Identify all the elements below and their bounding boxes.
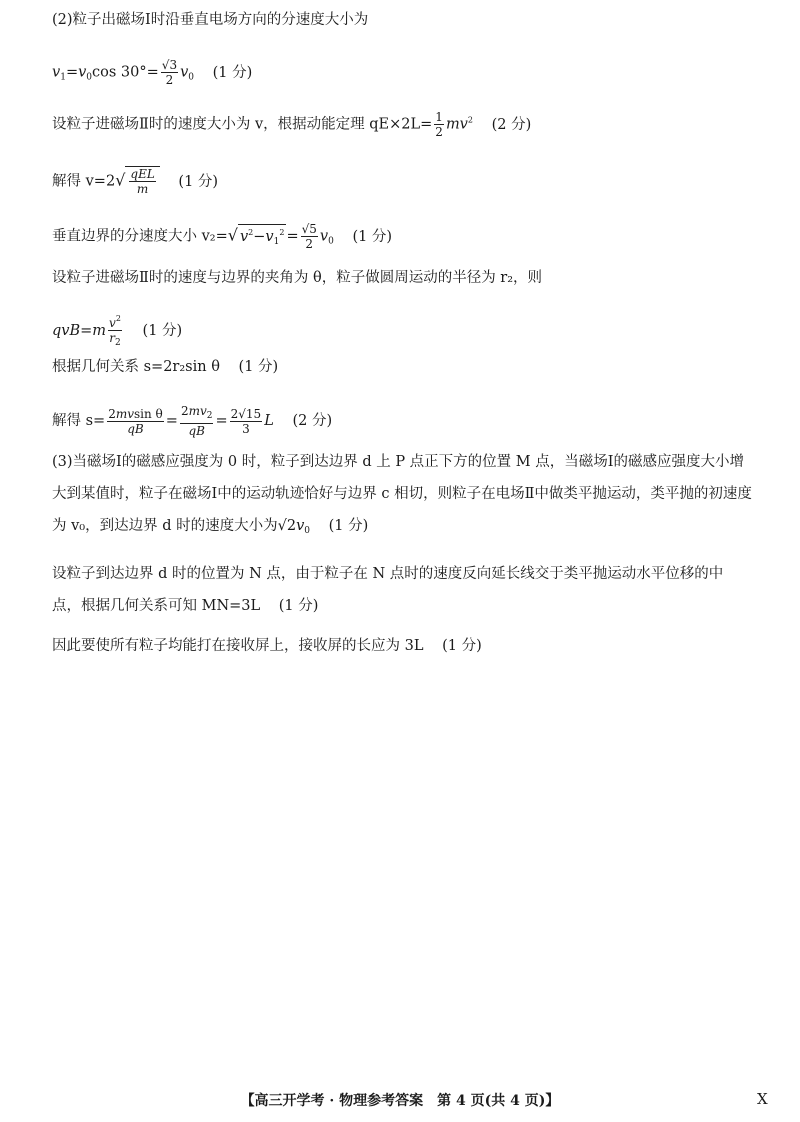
- solution-line-angle: 设粒子进磁场Ⅱ时的速度与边界的夹角为 θ，粒子做圆周运动的半径为 r₂，则: [52, 270, 543, 286]
- score: (1 分): [352, 228, 393, 245]
- score: (2 分): [292, 413, 333, 429]
- score: (2 分): [491, 116, 532, 133]
- solution-part-3: (3)当磁场Ⅰ的磁感应强度为 0 时，粒子到达边界 d 上 P 点正下方的位置 M 点，当磁场Ⅰ的磁感应强度大小增大到某值时，粒子在磁场Ⅰ中的运动轨迹恰好与边界 c 相切，则粒子在电场Ⅱ中做类平抛运动，类平抛的初速度为 v₀，到达边界 d 时的速度大小为$√2v_0$ (1 分): [52, 454, 752, 536]
- score: (1 分): [178, 173, 219, 190]
- equation-lorentz: qvB=m $\frac{v^2}{r_2}$ (1 分): [52, 314, 183, 348]
- equation-kinetic-energy: 设粒子进磁场Ⅱ时的速度大小为 v，根据动能定理 qE×2L= $\frac{1}{2}$ $mv^2$ (2 分): [52, 110, 532, 139]
- solution-mn-distance: 设粒子到达边界 d 时的位置为 N 点，由于粒子在 N 点时的速度反向延长线交于类平抛运动水平位移的中点，根据几何关系可知 MN=3L (1 分): [52, 566, 724, 614]
- score: (1 分): [442, 638, 482, 654]
- score: (1 分): [278, 598, 319, 614]
- equation-v1: $v_1=v_0\cos$ 30°= $\frac{√3}{2}$ $v_0$ (1 分): [52, 58, 253, 87]
- score: (1 分): [142, 323, 183, 339]
- solution-line-2-intro: (2)粒子出磁场Ⅰ时沿垂直电场方向的分速度大小为: [52, 12, 369, 28]
- score: (1 分): [328, 518, 369, 534]
- equation-v-result: 解得 v=2√ $\frac{\text{qEL}}{m}$ (1 分): [52, 167, 219, 196]
- page-footer: 【高三开学考 · 物理参考答案 第 4 页(共 4 页)】: [240, 1093, 560, 1109]
- score: (1 分): [238, 359, 279, 375]
- corner-mark: X: [757, 1090, 768, 1108]
- equation-v2: 垂直边界的分速度大小 v₂=√ $v^2-v_1^2$ = $\frac{√5}{2}$ $v_0$ (1 分): [52, 222, 393, 251]
- solution-screen-length: 因此要使所有粒子均能打在接收屏上，接收屏的长应为 3L (1 分): [52, 638, 482, 654]
- score: (1 分): [212, 64, 253, 81]
- equation-geometry: 根据几何关系 s=2r₂sin θ (1 分): [52, 359, 279, 375]
- equation-s-result: 解得 s= $\frac{\text{2mvsin θ}}{qB}$ = $\frac{2mv_2}{qB}$ = $\frac{2√15}{3}$ L (2 分): [52, 404, 333, 438]
